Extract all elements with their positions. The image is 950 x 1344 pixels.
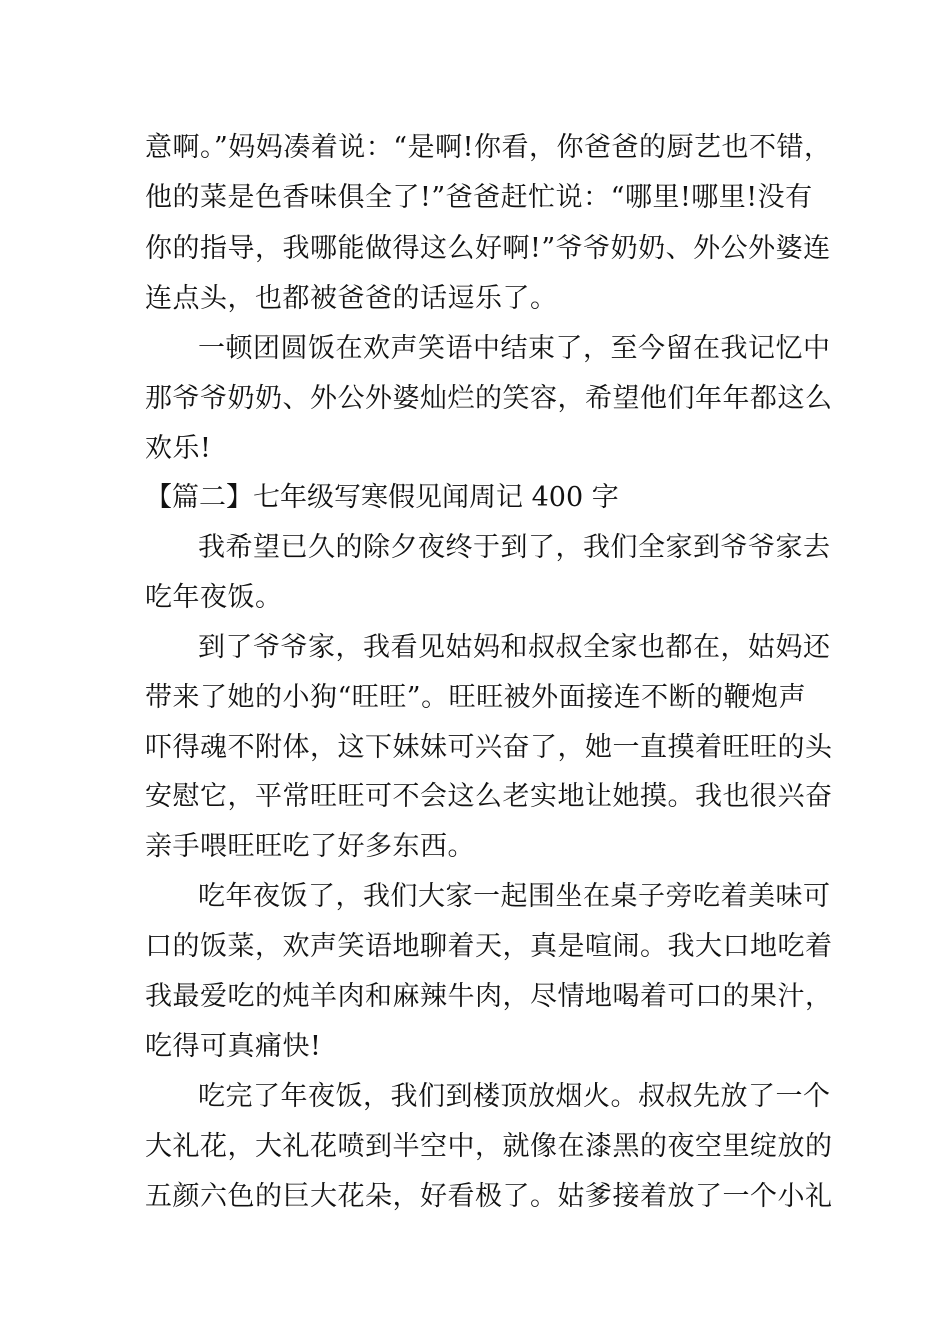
text-line: 一顿团圆饭在欢声笑语中结束了，至今留在我记忆中 — [198, 333, 831, 364]
text-line: 那爷爷奶奶、外公外婆灿烂的笑容，希望他们年年都这么 — [145, 383, 833, 414]
text-line: 五颜六色的巨大花朵，好看极了。姑爹接着放了一个小礼 — [145, 1181, 833, 1212]
text-line: 欢乐! — [145, 433, 212, 464]
text-line: 意啊。”妈妈凑着说：“是啊!你看，你爸爸的厨艺也不错， — [145, 132, 832, 163]
text-line: 带来了她的小狗“旺旺”。旺旺被外面接连不断的鞭炮声 — [145, 682, 807, 713]
text-line: 吃完了年夜饭，我们到楼顶放烟火。叔叔先放了一个 — [198, 1081, 831, 1112]
text-line: 大礼花，大礼花喷到半空中，就像在漆黑的夜空里绽放的 — [145, 1131, 833, 1162]
text-line: 口的饭菜，欢声笑语地聊着天，真是喧闹。我大口地吃着 — [145, 931, 833, 962]
text-line: 亲手喂旺旺吃了好多东西。 — [145, 831, 475, 862]
text-line: 安慰它，平常旺旺可不会这么老实地让她摸。我也很兴奋 — [145, 781, 833, 812]
text-line: 到了爷爷家，我看见姑妈和叔叔全家也都在，姑妈还 — [198, 632, 831, 663]
text-line: 他的菜是色香味俱全了!”爸爸赶忙说：“哪里!哪里!没有 — [145, 182, 813, 213]
text-line: 我最爱吃的炖羊肉和麻辣牛肉，尽情地喝着可口的果汁， — [145, 981, 833, 1012]
text-line: 你的指导，我哪能做得这么好啊!”爷爷奶奶、外公外婆连 — [145, 233, 831, 264]
text-line: 吃年夜饭了，我们大家一起围坐在桌子旁吃着美味可 — [198, 881, 831, 912]
section-heading: 【篇二】七年级写寒假见闻周记 400 字 — [145, 482, 619, 513]
text-line: 吃得可真痛快! — [145, 1031, 322, 1062]
text-line: 连点头，也都被爸爸的话逗乐了。 — [145, 283, 558, 314]
text-line: 我希望已久的除夕夜终于到了，我们全家到爷爷家去 — [198, 532, 831, 563]
text-line: 吓得魂不附体，这下妹妹可兴奋了，她一直摸着旺旺的头 — [145, 732, 833, 763]
text-line: 吃年夜饭。 — [145, 582, 283, 613]
